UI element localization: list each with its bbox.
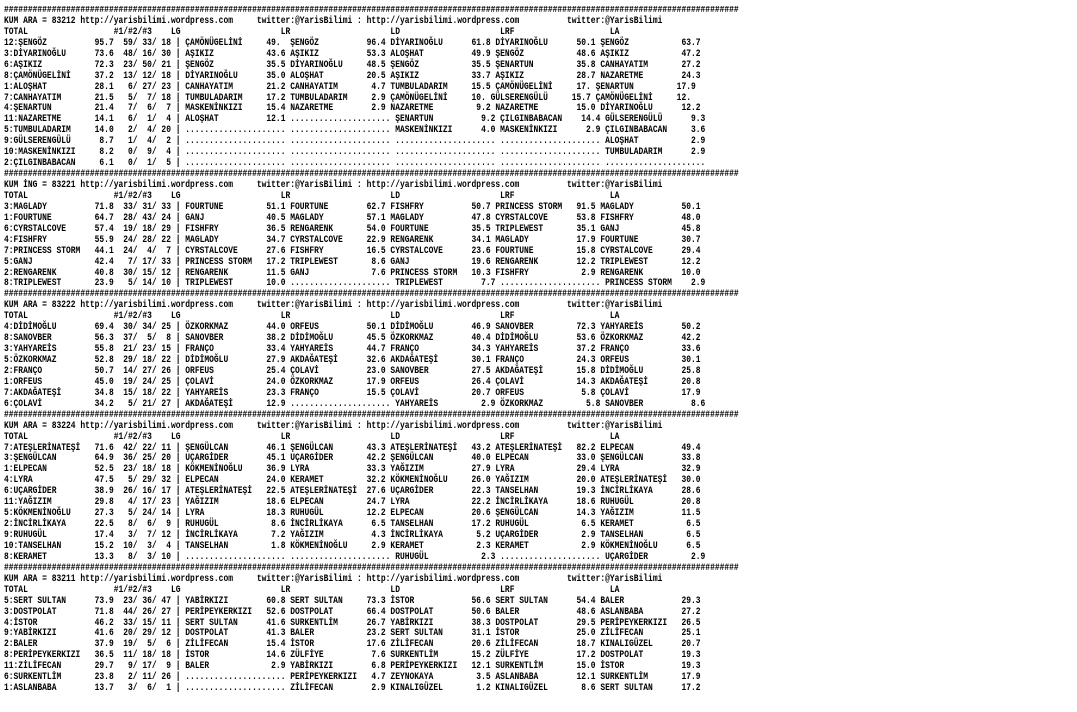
data-row: 5:KÖKMENİNOĞLU 27.3 5/ 24/ 14 | LYRA 18.3 RUHUGÜL 12.2 ELPECAN 20.6 ŞENGÜLCAN 14.3 YAĞIZIM 11.5	[4, 508, 701, 520]
race-stats-printout	[4, 6, 1076, 710]
race-header: KUM İNG = 83221 http://yarisbilimi.wordpress.com twitter:@YarisBilimi : http://yarisbilimi.wordpress.com twitter:@YarisBilimi	[4, 180, 663, 191]
data-row: 3:DİYARINOĞLU 73.6 48/ 16/ 30 | AŞIKIZ 43.6 AŞIKIZ 53.3 ALOŞHAT 49.9 ŞENGÖZ 48.6 AŞIKIZ 47.2	[4, 48, 701, 60]
data-row: 1:FOURTUNE 64.7 28/ 43/ 24 | GANJ 40.5 MAGLADY 57.1 MAGLADY 47.8 CYRSTALCOVE 53.8 FISHFRY 48.0	[4, 212, 701, 224]
race-header: KUM ARA = 83224 http://yarisbilimi.wordpress.com twitter:@YarisBilimi : http://yarisbilimi.wordpress.com twitter:@YarisBilimi	[4, 420, 663, 432]
data-row: 8:TRIPLEWEST 23.9 5/ 14/ 10 | TRIPLEWEST 10.0 ..................... TRIPLEWEST 7.7 ..................... PRINCESS STORM 2.9	[4, 278, 706, 290]
data-row: 6:AŞIKIZ 72.3 23/ 50/ 21 | ŞENGÖZ 35.5 DİYARINOĞLU 48.5 ŞENGÖZ 35.5 ŞENARTUN 35.8 CANHAYATIM 27.2	[4, 59, 701, 71]
data-row: 10:TANSELHAN 15.2 10/ 3/ 4 | TANSELHAN 1.8 KÖKMENİNOĞLU 2.9 KERAMET 2.3 KERAMET 2.9 KÖKMENİNOĞLU 6.5	[4, 540, 701, 552]
data-row: 5:GANJ 42.4 7/ 17/ 33 | PRINCESS STORM 17.2 TRIPLEWEST 8.6 GANJ 19.6 RENGARENK 12.2 TRIPLEWEST 12.2	[4, 256, 701, 268]
data-row: 3:ŞENGÜLCAN 64.9 36/ 25/ 20 | UÇARGİDER 45.1 UÇARGİDER 42.2 ŞENGÜLCAN 40.0 ELPECAN 33.0 ŞENGÜLCAN 33.8	[4, 453, 701, 465]
data-row: 7:PRINCESS STORM 44.1 24/ 4/ 7 | CYRSTALCOVE 27.6 FISHFRY 16.5 CYRSTALCOVE 23.6 FOURTUNE 15.8 CYRSTALCOVE 29.4	[4, 245, 701, 257]
data-row: 12:ŞENGÖZ 95.7 59/ 33/ 18 | ÇAMÖNÜGELİNİ 49. ŞENGÖZ 96.4 DİYARINOĞLU 61.8 DİYARINOĞLU 50.1 ŞENGÖZ 63.7	[4, 37, 701, 49]
data-row: 10:MASKENİNKIZI 8.2 0/ 9/ 4 | ..................... ..................... ..................... ..................... TUMBULADARIM 2.9	[4, 147, 706, 159]
data-row: 6:UÇARGİDER 38.9 26/ 16/ 17 | ATEŞLERİNATEŞİ 22.5 ATEŞLERİNATEŞİ 27.6 UÇARGİDER 22.3 TANSELHAN 19.3 İNCİRLİKAYA 28.6	[4, 486, 701, 498]
column-header: TOTAL #1/#2/#3 LG LR LD LRF LA	[4, 26, 620, 38]
column-header: TOTAL #1/#2/#3 LG LR LD LRF LA	[4, 584, 620, 596]
data-row: 9:GÜLSERENGÜLÜ 8.7 1/ 4/ 2 | ..................... ..................... ..................... ..................... ALOŞHAT 2.9	[4, 136, 706, 148]
data-row: 1:ALOŞHAT 28.1 6/ 27/ 23 | CANHAYATIM 21.2 CANHAYATIM 4.7 TUMBULADARIM 15.5 ÇAMÖNÜGELİNİ 17. ŞENARTUN 17.9	[4, 81, 696, 93]
separator-line: ##########################################################################################################################################################	[4, 6, 739, 16]
data-row: 9:RUHUGÜL 17.4 3/ 7/ 12 | İNCİRLİKAYA 7.2 YAĞIZIM 4.3 İNCİRLİKAYA 5.2 UÇARGİDER 2.9 TANSELHAN 6.5	[4, 530, 701, 541]
data-row: 5:TUMBULADARIM 14.0 2/ 4/ 20 | ..................... ..................... MASKENİNKIZI 4.0 MASKENİNKIZI 2.9 ÇILGINBABACAN 3.6	[4, 125, 706, 137]
data-row: 1:ORFEUS 45.0 19/ 24/ 25 | ÇOLAVİ 24.0 ÖZKORKMAZ 17.9 ORFEUS 26.4 ÇOLAVİ 14.3 AKDAĞATEŞİ 20.8	[4, 376, 701, 388]
data-row: 7:AKDAĞATEŞİ 34.8 15/ 18/ 22 | YAHYAREİS 23.3 FRANÇO 15.5 ÇOLAVİ 20.7 ORFEUS 5.8 ÇOLAVİ 17.9	[4, 387, 701, 399]
separator-line: ##########################################################################################################################################################	[4, 409, 739, 421]
data-row: 11:ZİLİFECAN 29.7 9/ 17/ 9 | BALER 2.9 YABİRKIZI 6.8 PERİPEYKERKIZI 12.1 SURKENTLİM 15.0 İSTOR 19.3	[4, 661, 701, 673]
race-header: KUM ARA = 83222 http://yarisbilimi.wordpress.com twitter:@YarisBilimi : http://yarisbilimi.wordpress.com twitter:@YarisBilimi	[4, 300, 663, 312]
data-row: 4:İSTOR 46.2 33/ 15/ 11 | SERT SULTAN 41.6 SURKENTLİM 26.7 YABİRKIZI 38.3 DOSTPOLAT 29.5 PERİPEYKERKIZI 26.5	[4, 617, 701, 629]
data-row: 2:RENGARENK 40.8 30/ 15/ 12 | RENGARENK 11.5 GANJ 7.6 PRINCESS STORM 10.3 FISHFRY 2.9 RENGARENK 10.0	[4, 267, 701, 279]
data-row: 1:ASLANBABA 13.7 3/ 6/ 1 | ..................... ZİLİFECAN 2.9 KINALIGÜZEL 1.2 KINALIGÜZEL 8.6 SERT SULTAN 17.2	[4, 683, 701, 695]
data-row: 3:MAGLADY 71.8 33/ 31/ 33 | FOURTUNE 51.1 FOURTUNE 62.7 FISHFRY 50.7 PRINCESS STORM 91.5 MAGLADY 50.1	[4, 201, 701, 213]
data-row: 2:İNCİRLİKAYA 22.5 8/ 6/ 9 | RUHUGÜL 8.6 İNCİRLİKAYA 6.5 TANSELHAN 17.2 RUHUGÜL 6.5 KERAMET 6.5	[4, 519, 701, 531]
column-header: TOTAL #1/#2/#3 LG LR LD LRF LA	[4, 311, 620, 323]
race-header: KUM ARA = 83211 http://yarisbilimi.wordpress.com twitter:@YarisBilimi : http://yarisbilimi.wordpress.com twitter:@YarisBilimi	[4, 573, 663, 585]
data-row: 7:CANHAYATIM 21.5 5/ 7/ 18 | TUMBULADARIM 17.2 TUMBULADARIM 2.9 ÇAMÖNÜGELİNİ 10. GÜLSERENGÜLÜ 15.7 ÇAMÖNÜGELİNİ 12.	[4, 92, 691, 104]
separator-line: ##########################################################################################################################################################	[4, 289, 739, 301]
data-row: 3:YAHYAREİS 55.8 21/ 23/ 15 | FRANÇO 33.4 YAHYAREİS 44.7 FRANÇO 34.3 YAHYAREİS 37.2 FRANÇO 33.6	[4, 344, 701, 356]
data-row: 4:LYRA 47.5 5/ 29/ 32 | ELPECAN 24.0 KERAMET 32.2 KÖKMENİNOĞLU 26.0 YAĞIZIM 20.0 ATEŞLERİNATEŞİ 30.0	[4, 475, 701, 487]
data-row: 5:SERT SULTAN 73.9 23/ 36/ 47 | YABİRKIZI 60.8 SERT SULTAN 73.3 İSTOR 56.6 SERT SULTAN 54.4 BALER 29.3	[4, 595, 701, 607]
data-row: 8:KERAMET 13.3 8/ 3/ 10 | ..................... ..................... RUHUGÜL 2.3 ..................... UÇARGİDER 2.9	[4, 551, 706, 563]
data-row: 3:DOSTPOLAT 71.8 44/ 26/ 27 | PERİPEYKERKIZI 52.6 DOSTPOLAT 66.4 DOSTPOLAT 50.6 BALER 48.6 ASLANBABA 27.2	[4, 606, 701, 618]
data-row: 4:DİDİMOĞLU 69.4 30/ 34/ 25 | ÖZKORKMAZ 44.0 ORFEUS 50.1 DİDİMOĞLU 46.9 SANOVBER 72.3 YAHYAREİS 50.2	[4, 322, 701, 334]
data-row: 8:ÇAMÖNÜGELİNİ 37.2 13/ 12/ 18 | DİYARINOĞLU 35.0 ALOŞHAT 20.5 AŞIKIZ 33.7 AŞIKIZ 28.7 NAZARETME 24.3	[4, 70, 701, 82]
data-row: 1:ELPECAN 52.5 23/ 18/ 18 | KÖKMENİNOĞLU 36.9 LYRA 33.3 YAĞIZIM 27.9 LYRA 29.4 LYRA 32.9	[4, 464, 701, 476]
data-row: 6:SURKENTLİM 23.8 2/ 11/ 26 | ..................... PERİPEYKERKIZI 4.7 ZEYNOKAYA 3.5 ASLANBABA 12.1 SURKENTLİM 17.9	[4, 672, 701, 684]
data-row: 4:FISHFRY 55.9 24/ 28/ 22 | MAGLADY 34.7 CYRSTALCOVE 22.9 RENGARENK 34.1 MAGLADY 17.9 FOURTUNE 30.7	[4, 234, 701, 246]
column-header: TOTAL #1/#2/#3 LG LR LD LRF LA	[4, 190, 620, 202]
data-row: 8:PERİPEYKERKIZI 36.5 11/ 18/ 18 | İSTOR 14.6 ZÜLFİYE 7.6 SURKENTLİM 15.2 ZÜLFİYE 17.2 DOSTPOLAT 19.3	[4, 650, 701, 662]
separator-line: ##########################################################################################################################################################	[4, 562, 739, 574]
data-row: 6:CYRSTALCOVE 57.4 19/ 18/ 29 | FISHFRY 36.5 RENGARENK 54.0 FOURTUNE 35.5 TRIPLEWEST 35.1 GANJ 45.8	[4, 223, 701, 235]
data-row: 2:BALER 37.9 19/ 5/ 6 | ZİLİFECAN 15.4 İSTOR 17.6 ZİLİFECAN 20.6 ZİLİFECAN 18.7 KINALIGÜZEL 20.7	[4, 639, 701, 651]
data-row: 11:YAĞIZIM 29.8 4/ 17/ 23 | YAĞIZIM 18.6 ELPECAN 24.7 LYRA 22.2 İNCİRLİKAYA 18.6 RUHUGÜL 20.8	[4, 497, 701, 509]
data-row: 9:YABİRKIZI 41.6 20/ 29/ 12 | DOSTPOLAT 41.3 BALER 23.2 SERT SULTAN 31.1 İSTOR 25.0 ZİLİFECAN 25.1	[4, 628, 701, 640]
data-row: 11:NAZARETME 14.1 6/ 1/ 4 | ALOŞHAT 12.1 ..................... ŞENARTUN 9.2 ÇILGINBABACAN 14.4 GÜLSERENGÜLÜ 9.3	[4, 114, 706, 126]
data-row: 4:ŞENARTUN 21.4 7/ 6/ 7 | MASKENİNKIZI 15.4 NAZARETME 2.9 NAZARETME 9.2 NAZARETME 15.0 DİYARINOĞLU 12.2	[4, 103, 701, 115]
data-row: 8:SANOVBER 56.3 37/ 5/ 8 | SANOVBER 38.2 DİDİMOĞLU 45.5 ÖZKORKMAZ 40.4 DİDİMOĞLU 53.6 ÖZKORKMAZ 42.2	[4, 333, 701, 345]
data-row: 2:ÇILGINBABACAN 6.1 0/ 1/ 5 | ..................... ..................... ..................... ..................... .....................	[4, 158, 706, 170]
column-header: TOTAL #1/#2/#3 LG LR LD LRF LA	[4, 431, 620, 443]
data-row: 2:FRANÇO 50.7 14/ 27/ 26 | ORFEUS 25.4 ÇOLAVİ 23.0 SANOVBER 27.5 AKDAĞATEŞİ 15.8 DİDİMOĞLU 25.8	[4, 365, 701, 377]
separator-line: ##########################################################################################################################################################	[4, 169, 739, 181]
data-row: 5:ÖZKORKMAZ 52.8 29/ 18/ 22 | DİDİMOĞLU 27.9 AKDAĞATEŞİ 32.6 AKDAĞATEŞİ 30.1 FRANÇO 24.3 ORFEUS 30.1	[4, 355, 701, 366]
data-row: 7:ATEŞLERİNATEŞİ 71.6 42/ 22/ 11 | ŞENGÜLCAN 46.1 ŞENGÜLCAN 43.3 ATEŞLERİNATEŞİ 43.2 ATEŞLERİNATEŞİ 82.2 ELPECAN 49.4	[4, 442, 701, 454]
data-row: 6:ÇOLAVİ 34.2 5/ 21/ 27 | AKDAĞATEŞİ 12.9 ..................... YAHYAREİS 2.9 ÖZKORKMAZ 5.8 SANOVBER 8.6	[4, 398, 706, 410]
race-header: KUM ARA = 83212 http://yarisbilimi.wordpress.com twitter:@YarisBilimi : http://yarisbilimi.wordpress.com twitter:@YarisBilimi	[4, 15, 663, 27]
